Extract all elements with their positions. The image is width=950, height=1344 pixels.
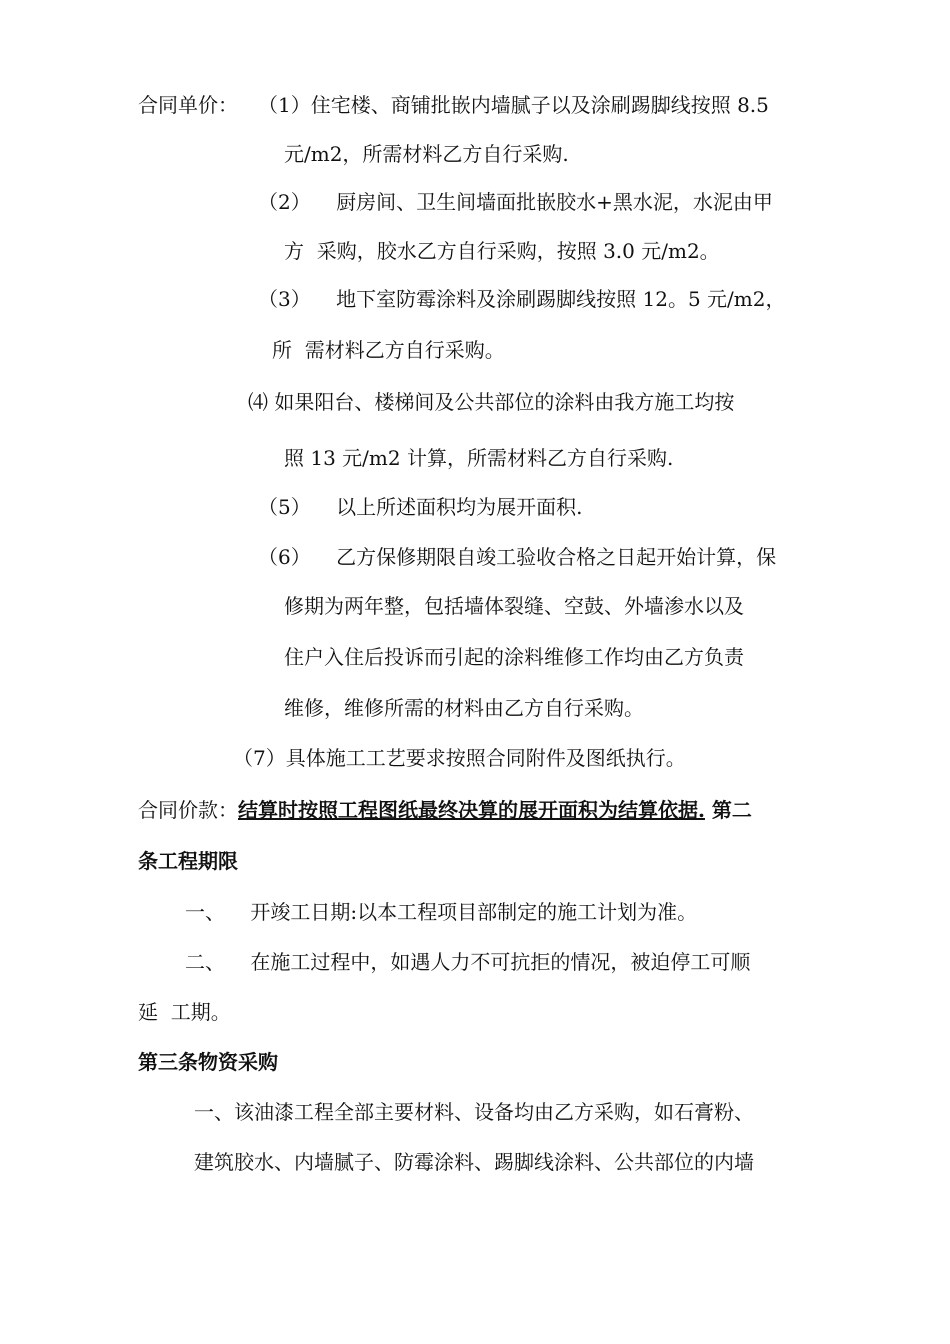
item2-line2: 方 采购，胶水乙方自行采购，按照 3.0 元/m2。 [284,239,720,263]
item4-line2: 照 13 元/m2 计算，所需材料乙方自行采购. [284,446,674,470]
contract-price-text: 结算时按照工程图纸最终决算的展开面积为结算依据. [238,798,705,822]
item3-line2: 所 需材料乙方自行采购。 [272,338,505,362]
item2-line1: （2） 厨房间、卫生间墙面批嵌胶水+黑水泥，水泥由甲 [258,190,773,214]
article3-line1: 一、该油漆工程全部主要材料、设备均由乙方采购，如石膏粉、 [194,1100,754,1124]
item1-line1: （1）住宅楼、商铺批嵌内墙腻子以及涂刷踢脚线按照 8.5 [258,93,769,117]
article3-line2: 建筑胶水、内墙腻子、防霉涂料、踢脚线涂料、公共部位的内墙 [194,1150,754,1174]
item6-line2: 修期为两年整，包括墙体裂缝、空鼓、外墙渗水以及 [284,594,744,618]
item4-line1: ⑷ 如果阳台、楼梯间及公共部位的涂料由我方施工均按 [248,390,735,414]
article3-heading: 第三条物资采购 [138,1050,278,1074]
article2-heading-part1: 第二 [704,798,752,822]
item1-line2: 元/m2，所需材料乙方自行采购. [284,142,569,166]
item6-line4: 维修，维修所需的材料由乙方自行采购。 [284,696,644,720]
contract-price-line [138,796,752,824]
period-item2-line2: 延 工期。 [138,1000,231,1024]
unit-price-label: 合同单价： [138,93,238,117]
item7-line1: （7）具体施工工艺要求按照合同附件及图纸执行。 [233,746,686,770]
period-item1: 一、 开竣工日期:以本工程项目部制定的施工计划为准。 [185,900,698,924]
item6-line1: （6） 乙方保修期限自竣工验收合格之日起开始计算，保 [258,545,777,569]
article2-heading-part2: 条工程期限 [138,849,238,873]
item5-line1: （5） 以上所述面积均为展开面积. [258,495,583,519]
item6-line3: 住户入住后投诉而引起的涂料维修工作均由乙方负责 [284,645,744,669]
period-item2-line1: 二、 在施工过程中，如遇人力不可抗拒的情况，被迫停工可顺 [185,950,751,974]
item3-line1: （3） 地下室防霉涂料及涂刷踢脚线按照 12。5 元/m2， [258,287,786,311]
contract-price-label: 合同价款： [138,798,238,822]
